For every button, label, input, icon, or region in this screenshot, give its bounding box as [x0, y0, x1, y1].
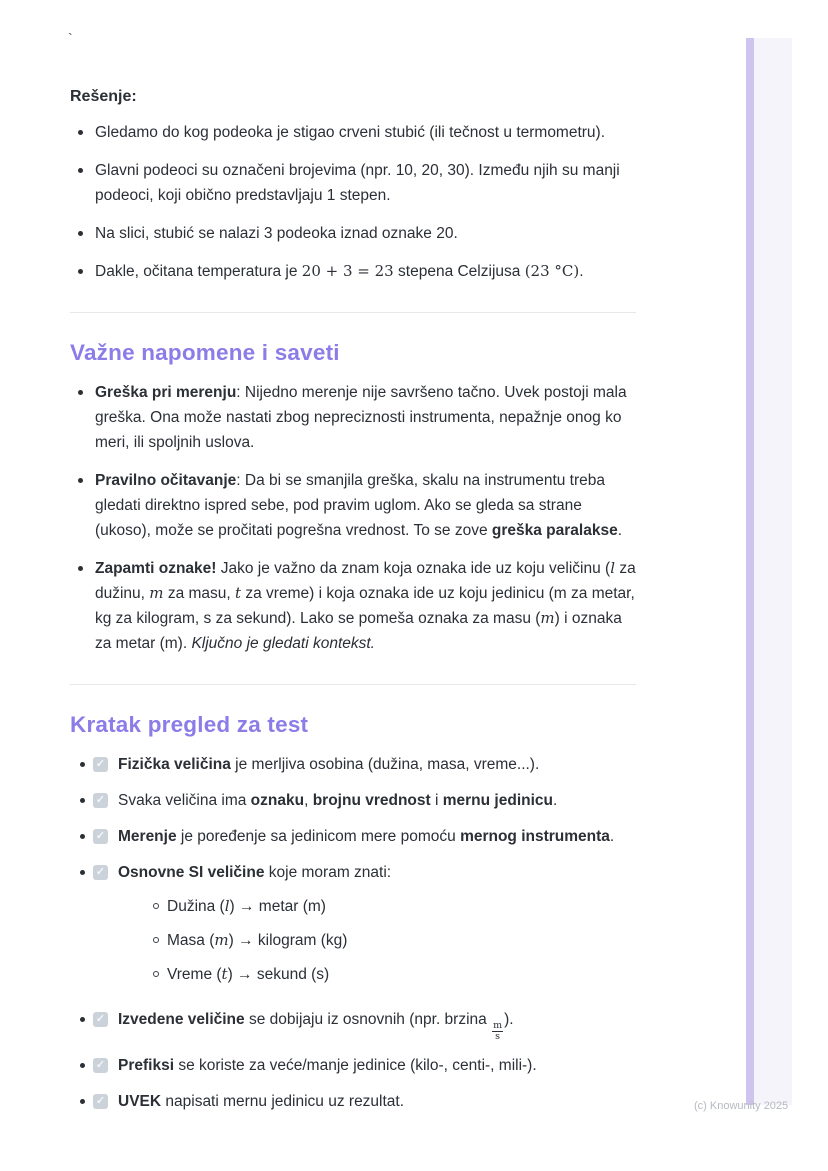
list-item-text — [95, 120, 636, 145]
text-segment: mernu jedinicu — [442, 792, 553, 809]
checkbox-checked-icon: ✓ — [93, 1058, 108, 1073]
right-panel-stripe — [746, 38, 754, 1105]
list-item — [70, 120, 636, 145]
sub-list-item — [118, 894, 636, 919]
bullet-dot-icon — [80, 798, 85, 803]
list-item-text — [95, 158, 636, 208]
text-segment: m — [149, 584, 164, 602]
text-segment: . — [553, 792, 558, 809]
list-item-text — [118, 824, 636, 849]
section-list-resenje — [70, 120, 636, 284]
text-segment: je merljiva osobina (dužina, masa, vreme...). — [230, 756, 540, 773]
checkbox-checked-icon: ✓ — [93, 757, 108, 772]
text-segment: l — [224, 897, 230, 915]
text-segment: ) → metar (m) — [229, 898, 326, 915]
stray-backtick: ` — [68, 30, 73, 46]
text-segment: greška paralakse — [491, 522, 618, 539]
list-item — [70, 158, 636, 208]
text-segment: Merenje — [118, 828, 177, 845]
list-item-text — [118, 860, 636, 996]
checklist-item — [70, 1053, 636, 1078]
list-item — [70, 259, 636, 284]
text-segment: napisati mernu jedinicu uz rezultat. — [161, 1092, 405, 1110]
hollow-bullet-icon — [153, 971, 159, 977]
text-segment: UVEK — [118, 1092, 162, 1110]
sub-list-item — [118, 928, 636, 953]
checklist-item — [70, 752, 636, 777]
bullet-dot-icon — [78, 566, 83, 571]
bullet-dot-icon — [80, 762, 85, 767]
fraction-m-over-s — [492, 1021, 503, 1042]
sub-list-item-text — [167, 894, 636, 919]
sub-list-item-text — [167, 962, 636, 987]
text-segment: za vreme) i koja oznaka ide uz koju jedinicu (m za metar, kg za kilogram, s za sekund). Lako se pomeša oznaka za masu ( — [95, 585, 635, 627]
text-segment: (23 °C) — [524, 262, 580, 280]
text-segment: Fizička veličina — [118, 756, 231, 773]
list-item-text — [95, 380, 636, 455]
list-item-text — [118, 752, 636, 777]
section-list-kratak-pregled — [70, 752, 636, 1114]
bullet-dot-icon — [78, 130, 83, 135]
bullet-dot-icon — [78, 231, 83, 236]
text-segment: t — [235, 584, 242, 602]
bullet-dot-icon — [78, 390, 83, 395]
list-item — [70, 556, 636, 656]
text-segment: Jako je važno da znam koja oznaka ide uz koju veličinu ( — [216, 560, 611, 577]
sub-list-item-text — [167, 928, 636, 953]
text-segment: Glavni podeoci su označeni brojevima (npr. 10, 20, 30). Između njih su manji podeoci, koji obično predstavljaju 1 stepen. — [95, 162, 620, 204]
text-segment: Osnovne SI veličine — [118, 864, 265, 881]
text-segment: l — [610, 559, 616, 577]
checklist-item — [70, 860, 636, 996]
text-segment: mernog instrumenta — [460, 828, 610, 845]
list-item-text — [118, 1053, 636, 1078]
sub-list-item — [118, 962, 636, 987]
hollow-bullet-icon — [153, 937, 159, 943]
text-segment: 20 + 3 = 23 — [301, 262, 394, 280]
checklist-item — [70, 788, 636, 813]
text-segment: oznaku — [250, 792, 305, 809]
list-item — [70, 380, 636, 455]
text-segment: Na slici, stubić se nalazi 3 podeoka iznad oznake 20. — [95, 225, 458, 242]
text-segment: Dužina ( — [167, 898, 225, 915]
list-item-text — [95, 259, 636, 284]
text-segment: . — [579, 263, 584, 280]
text-segment: m — [540, 609, 555, 627]
text-segment: za masu, — [163, 585, 236, 602]
text-segment: . — [609, 828, 615, 845]
checkbox-checked-icon: ✓ — [93, 793, 108, 808]
right-panel — [746, 38, 792, 1105]
section-divider — [70, 684, 636, 685]
checkbox-checked-icon: ✓ — [93, 865, 108, 880]
text-segment: m — [214, 931, 229, 949]
checklist-item — [70, 1007, 636, 1042]
footer-credit: (c) Knowunity 2025 — [694, 1100, 789, 1112]
section-title-kratak-pregled: Kratak pregled za test — [70, 712, 309, 737]
text-segment: Izvedene veličine — [118, 1011, 245, 1028]
document-content — [70, 88, 636, 1125]
text-segment: koje moram znati: — [264, 864, 392, 881]
text-segment: je poređenje sa jedinicom mere pomoću — [176, 828, 461, 845]
text-segment: Vreme ( — [167, 966, 222, 983]
text-segment: Gledamo do kog podeoka je stigao crveni stubić (ili tečnost u termometru). — [95, 124, 606, 141]
fraction-numerator: m — [493, 1020, 503, 1031]
list-item-text — [95, 221, 636, 246]
bullet-dot-icon — [80, 1099, 85, 1104]
text-segment: t — [221, 965, 228, 983]
text-segment: i — [430, 792, 443, 809]
text-segment: Dakle, očitana temperatura je — [95, 263, 302, 280]
text-segment: : Nijedno merenje nije savršeno tačno. Uvek postoji mala greška. Ona može nastati zbog nepreciznosti instrumenta, nepažnje onog ko meri, ili spoljnih uslova. — [95, 384, 627, 451]
list-item — [70, 221, 636, 246]
text-segment: ) i oznaka za metar (m). — [95, 610, 622, 652]
text-segment: se koriste za veće/manje jedinice (kilo-, centi-, mili-). — [174, 1056, 537, 1074]
text-segment: . — [617, 522, 623, 539]
text-segment: Pravilno očitavanje — [95, 472, 237, 489]
bullet-dot-icon — [80, 1017, 85, 1022]
bullet-dot-icon — [80, 834, 85, 839]
checkbox-checked-icon: ✓ — [93, 1094, 108, 1109]
bullet-dot-icon — [78, 478, 83, 483]
list-item-text — [95, 468, 636, 543]
text-segment: Greška pri merenju — [95, 384, 237, 401]
text-segment: za dužinu, — [95, 560, 636, 602]
section-divider — [70, 312, 636, 313]
bullet-dot-icon — [80, 870, 85, 875]
list-item-text — [118, 1007, 636, 1042]
text-segment: Masa ( — [167, 932, 215, 949]
bullet-dot-icon — [78, 168, 83, 173]
text-segment: stepena Celzijusa — [393, 263, 525, 280]
text-segment: ). — [504, 1011, 514, 1028]
text-segment: se dobijaju iz osnovnih (npr. brzina — [244, 1011, 492, 1028]
fraction-denominator: s — [495, 1030, 501, 1042]
section-list-vazne-napomene — [70, 380, 636, 656]
bullet-dot-icon — [78, 269, 83, 274]
text-segment: : Da bi se smanjila greška, skalu na instrumentu treba gledati direktno ispred sebe, pod pravim uglom. Ako se gleda sa strane (ukoso), može se pročitati pogrešna vrednost. To se zove — [95, 472, 606, 539]
sub-list — [118, 894, 636, 987]
section-title-resenje: Rešenje: — [70, 88, 137, 105]
checkbox-checked-icon: ✓ — [93, 829, 108, 844]
checkbox-checked-icon: ✓ — [93, 1012, 108, 1027]
text-segment: brojnu vrednost — [312, 792, 431, 809]
bullet-dot-icon — [80, 1063, 85, 1068]
text-segment: Ključno je gledati kontekst. — [191, 635, 375, 652]
list-item-text — [118, 1089, 636, 1114]
checklist-item — [70, 1089, 636, 1114]
hollow-bullet-icon — [153, 903, 159, 909]
list-item — [70, 468, 636, 543]
list-item-text — [118, 788, 636, 813]
list-item-text — [95, 556, 636, 656]
text-segment: Svaka veličina ima — [118, 792, 251, 809]
section-title-vazne-napomene: Važne napomene i saveti — [70, 340, 340, 365]
checklist-item — [70, 824, 636, 849]
text-segment: ) → sekund (s) — [227, 966, 330, 983]
text-segment: Zapamti oznake! — [95, 560, 217, 577]
text-segment: , — [304, 792, 313, 809]
text-segment: ) → kilogram (kg) — [228, 932, 348, 949]
text-segment: Prefiksi — [118, 1056, 175, 1074]
